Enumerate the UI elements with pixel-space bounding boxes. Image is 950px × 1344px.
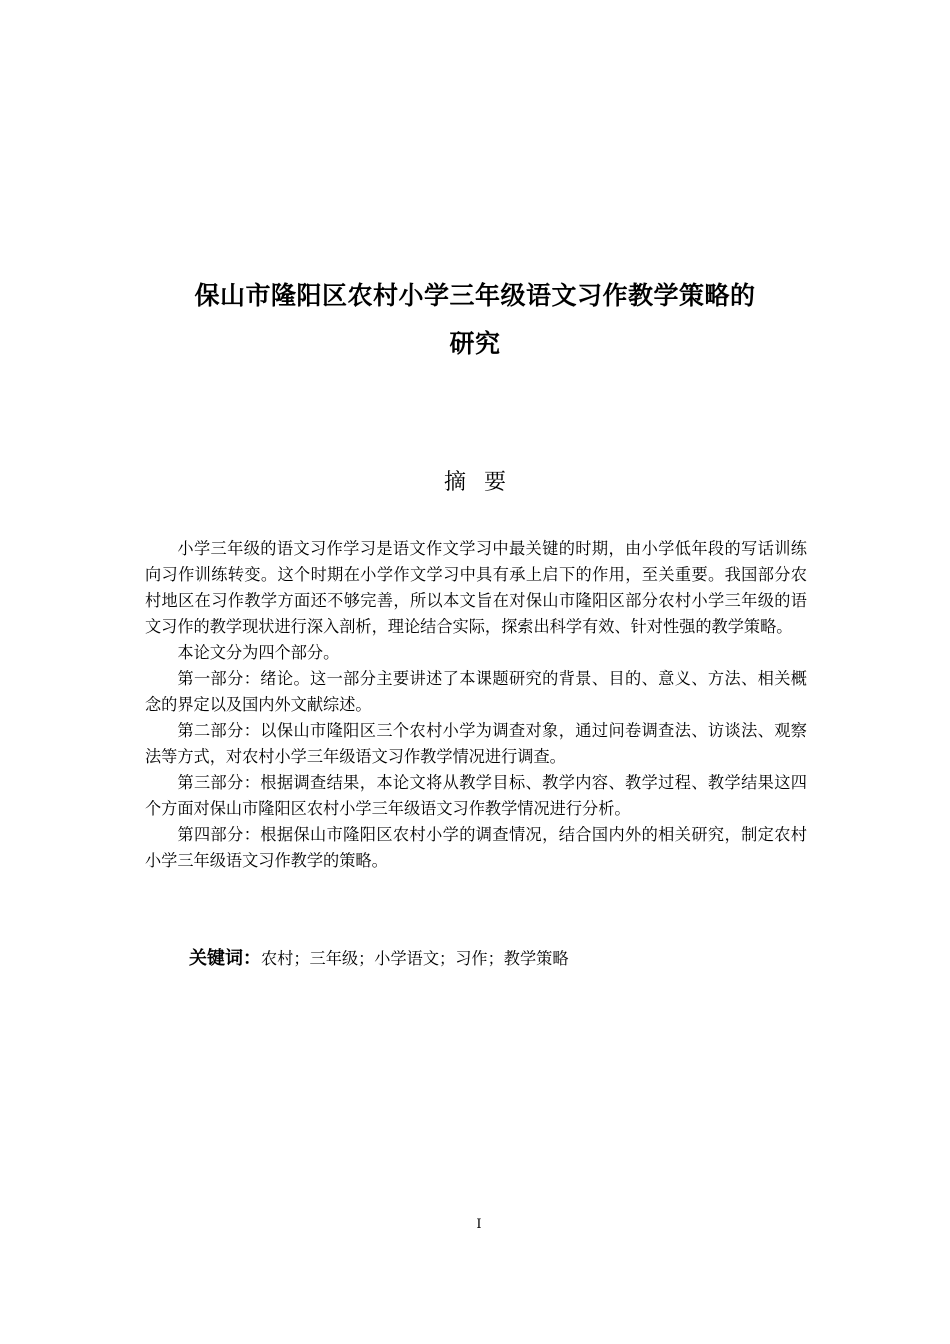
- keywords-line: [189, 946, 809, 972]
- keywords-text: 农村；三年级；小学语文；习作；教学策略: [261, 949, 569, 968]
- paper-title: [120, 272, 830, 368]
- paper-title-line-2: 研究: [449, 329, 501, 358]
- paper-title-line-1: 保山市隆阳区农村小学三年级语文习作教学策略的: [194, 281, 756, 310]
- abstract-paragraph: 第三部分：根据调查结果，本论文将从教学目标、教学内容、教学过程、教学结果这四个方面对保山市隆阳区农村小学三年级语文习作教学情况进行分析。: [145, 773, 807, 818]
- keywords-label: 关键词：: [189, 948, 261, 969]
- abstract-paragraph: 第二部分：以保山市隆阳区三个农村小学为调查对象，通过问卷调查法、访谈法、观察法等方式，对农村小学三年级语文习作教学情况进行调查。: [145, 721, 807, 766]
- abstract-paragraph: 小学三年级的语文习作学习是语文作文学习中最关键的时期，由小学低年段的写话训练向习作训练转变。这个时期在小学作文学习中具有承上启下的作用，至关重要。我国部分农村地区在习作教学方面还不够完善，所以本文旨在对保山市隆阳区部分农村小学三年级的语文习作的教学现状进行深入剖析，理论结合实际，探索出科学有效、针对性强的教学策略。: [145, 539, 807, 636]
- abstract-paragraph: 第四部分：根据保山市隆阳区农村小学的调查情况，结合国内外的相关研究，制定农村小学三年级语文习作教学的策略。: [145, 825, 807, 870]
- abstract-paragraph: 本论文分为四个部分。: [177, 643, 340, 662]
- abstract-paragraph: 第一部分：绪论。这一部分主要讲述了本课题研究的背景、目的、意义、方法、相关概念的界定以及国内外文献综述。: [145, 669, 807, 714]
- abstract-body: [145, 536, 807, 874]
- abstract-heading: 摘要: [443, 470, 524, 495]
- page-number: I: [476, 1217, 482, 1232]
